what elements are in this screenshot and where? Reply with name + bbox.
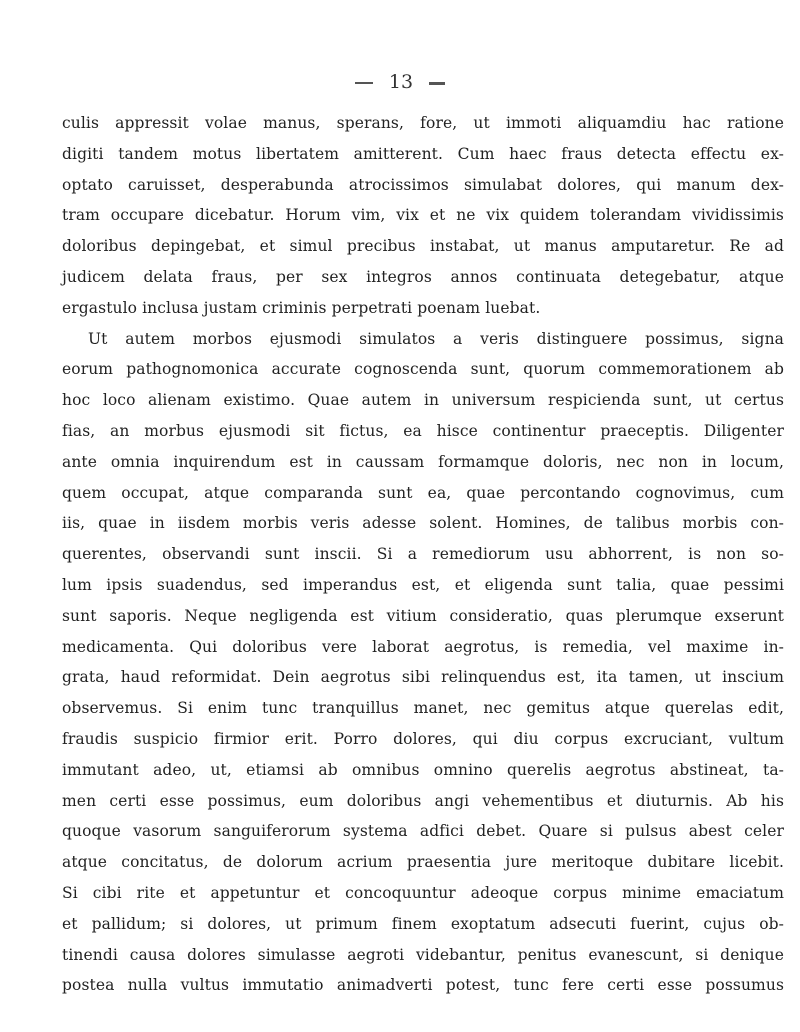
text-line: observemus. Si enim tunc tranquillus manet, nec gemitus atque querelas edit, [62, 699, 784, 718]
text-line: lum ipsis suadendus, sed imperandus est, et eligenda sunt talia, quae pessimi [62, 575, 784, 594]
text-line: fraudis suspicio firmior erit. Porro dolores, qui diu corpus excruciant, vultum [62, 729, 784, 748]
text-line: quoque vasorum sanguiferorum systema adfici debet. Quare si pulsus abest celer [62, 822, 784, 841]
text-line: digiti tandem motus libertatem amitterent. Cum haec fraus detecta effectu ex- [62, 144, 784, 163]
paragraph-2 [62, 324, 784, 1032]
text-line: Ut autem morbos ejusmodi simulatos a veris distinguere possimus, signa [88, 329, 784, 348]
text-line: quem occupat, atque comparanda sunt ea, quae percontando cognovimus, cum [62, 483, 784, 502]
text-body [62, 108, 784, 1032]
page-number: 13 [388, 71, 414, 93]
text-line: immutant adeo, ut, etiamsi ab omnibus omnino querelis aegrotus abstineat, ta- [62, 760, 784, 779]
text-line: judicem delata fraus, per sex integros annos continuata detegebatur, atque [62, 267, 784, 286]
header-dash-left [355, 82, 373, 84]
page-header [0, 68, 800, 96]
header-dash-right [429, 82, 445, 85]
text-line: men certi esse possimus, eum doloribus angi vehementibus et diuturnis. Ab his [62, 791, 784, 810]
text-line: querentes, observandi sunt inscii. Si a remediorum usu abhorrent, is non so- [62, 545, 784, 564]
text-line: culis appressit volae manus, sperans, fore, ut immoti aliquamdiu hac ratione [62, 114, 784, 132]
text-line: atque concitatus, de dolorum acrium praesentia jure meritoque dubitare licebit. [62, 853, 784, 872]
text-line: ante omnia inquirendum est in caussam formamque doloris, nec non in locum, [62, 452, 784, 471]
text-line: grata, haud reformidat. Dein aegrotus sibi relinquendus est, ita tamen, ut inscium [62, 668, 784, 687]
text-line: postea nulla vultus immutatio animadverti potest, tunc fere certi esse possumus [62, 976, 784, 995]
text-line [62, 1001, 784, 1032]
text-line: et pallidum; si dolores, ut primum finem exoptatum adsecuti fuerint, cujus ob- [62, 914, 784, 933]
text-line: eorum pathognomonica accurate cognoscenda sunt, quorum commemorationem ab [62, 360, 784, 379]
text-line: medicamenta. Qui doloribus vere laborat aegrotus, is remedia, vel maxime in- [62, 637, 784, 656]
text-line: Si cibi rite et appetuntur et concoquuntur adeoque corpus minime emaciatum [62, 883, 784, 902]
text-line: fias, an morbus ejusmodi sit fictus, ea hisce continentur praeceptis. Diligenter [62, 421, 784, 440]
text-line: doloribus depingebat, et simul precibus instabat, ut manus amputaretur. Re ad [62, 237, 784, 256]
text-line: sunt saporis. Neque negligenda est vitium consideratio, quas plerumque exserunt [62, 606, 784, 625]
text-line: iis, quae in iisdem morbis veris adesse solent. Homines, de talibus morbis con- [62, 514, 784, 533]
paragraph-1 [62, 108, 784, 324]
text-line: optato caruisset, desperabunda atrocissimos simulabat dolores, qui manum dex- [62, 175, 784, 194]
text-line: tram occupare dicebatur. Horum vim, vix et ne vix quidem tolerandam vividissimis [62, 206, 784, 225]
text-line: hoc loco alienam existimo. Quae autem in universum respicienda sunt, ut certus [62, 391, 784, 410]
text-line: tinendi causa dolores simulasse aegroti videbantur, penitus evanescunt, si denique [62, 945, 784, 964]
text-line: ergastulo inclusa justam criminis perpetrati poenam luebat. [62, 298, 541, 317]
